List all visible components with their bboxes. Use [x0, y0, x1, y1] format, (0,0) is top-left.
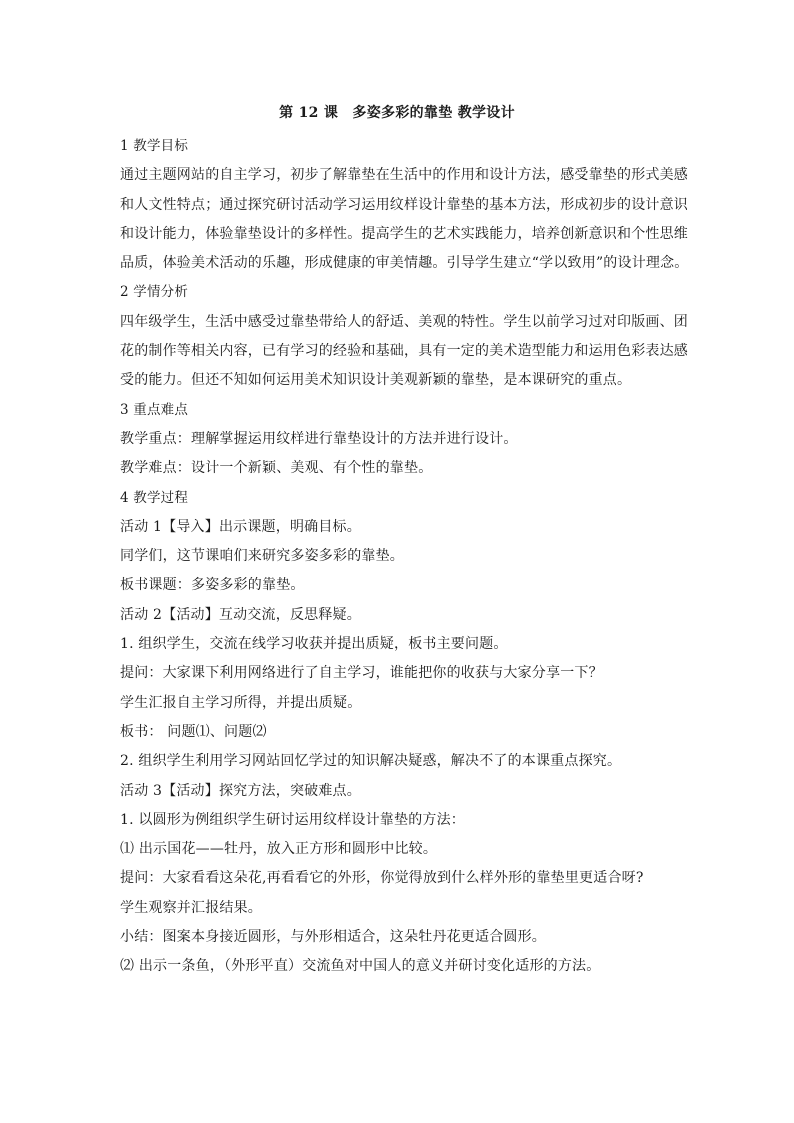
paragraph-line: 花的制作等相关内容，已有学习的经验和基础，具有一定的美术造型能力和运用色彩表达感	[120, 343, 688, 360]
paragraph-line: 受的能力。但还不知如何运用美术知识设计美观新颖的靠垫，是本课研究的重点。	[120, 372, 632, 389]
process-line: 学生汇报自主学习所得，并提出质疑。	[120, 694, 362, 711]
section-heading-process: 4 教学过程	[120, 489, 189, 506]
paragraph-line: 通过主题网站的自主学习，初步了解靠垫在生活中的作用和设计方法，感受靠垫的形式美感	[120, 167, 688, 184]
goals-paragraph	[120, 161, 689, 278]
process-line: 提问：大家看看这朵花,再看看它的外形，你觉得放到什么样外形的靠垫里更适合呀?	[120, 870, 644, 887]
difficult-point: 教学难点：设计一个新颖、美观、有个性的靠垫。	[120, 460, 433, 477]
document-title: 第 12 课 多姿多彩的靠垫 教学设计	[279, 105, 515, 121]
process-line: 1. 以圆形为例组织学生研讨运用纹样设计靠垫的方法：	[120, 811, 466, 828]
process-line: ⑴ 出示国花——牡丹，放入正方形和圆形中比较。	[120, 841, 438, 858]
process-line: 提问：大家课下利用网络进行了自主学习，谁能把你的收获与大家分享一下？	[120, 665, 603, 682]
process-line: 1. 组织学生，交流在线学习收获并提出质疑，板书主要问题。	[120, 636, 508, 653]
paragraph-line: 品质，体验美术活动的乐趣，形成健康的审美情趣。引导学生建立“学以致用”的设计理念。	[120, 255, 689, 272]
process-line: 板书课题：多姿多彩的靠垫。	[120, 577, 305, 594]
analysis-paragraph	[120, 308, 688, 396]
process-paragraph	[120, 513, 682, 982]
section-heading-analysis: 2 学情分析	[120, 284, 189, 301]
process-line: 活动 1【导入】出示课题，明确目标。	[120, 518, 361, 535]
paragraph-line: 和设计能力，体验靠垫设计的多样性。提高学生的艺术实践能力，培养创新意识和个性思维	[120, 225, 688, 242]
section-heading-key-points: 3 重点难点	[120, 401, 189, 418]
key-point: 教学重点：理解掌握运用纹样进行靠垫设计的方法并进行设计。	[120, 430, 518, 447]
paragraph-line: 四年级学生，生活中感受过靠垫带给人的舒适、美观的特性。学生以前学习过对印版画、团	[120, 313, 688, 330]
process-line: 同学们，这节课咱们来研究多姿多彩的靠垫。	[120, 548, 404, 565]
process-line: 2. 组织学生利用学习网站回忆学过的知识解决疑惑，解决不了的本课重点探究。	[120, 753, 622, 770]
process-line: ⑵ 出示一条鱼，（外形平直）交流鱼对中国人的意义并研讨变化适形的方法。	[120, 958, 601, 975]
process-line: 活动 3【活动】探究方法，突破难点。	[120, 782, 361, 799]
process-line: 学生观察并汇报结果。	[120, 899, 262, 916]
process-line: 小结：图案本身接近圆形，与外形相适合，这朵牡丹花更适合圆形。	[120, 929, 546, 946]
document-body	[120, 132, 689, 982]
process-line: 活动 2【活动】互动交流，反思释疑。	[120, 606, 361, 623]
paragraph-line: 和人文性特点；通过探究研讨活动学习运用纹样设计靠垫的基本方法，形成初步的设计意识	[120, 196, 688, 213]
process-line: 板书： 问题⑴、问题⑵	[120, 723, 267, 740]
section-heading-goals: 1 教学目标	[120, 138, 189, 154]
